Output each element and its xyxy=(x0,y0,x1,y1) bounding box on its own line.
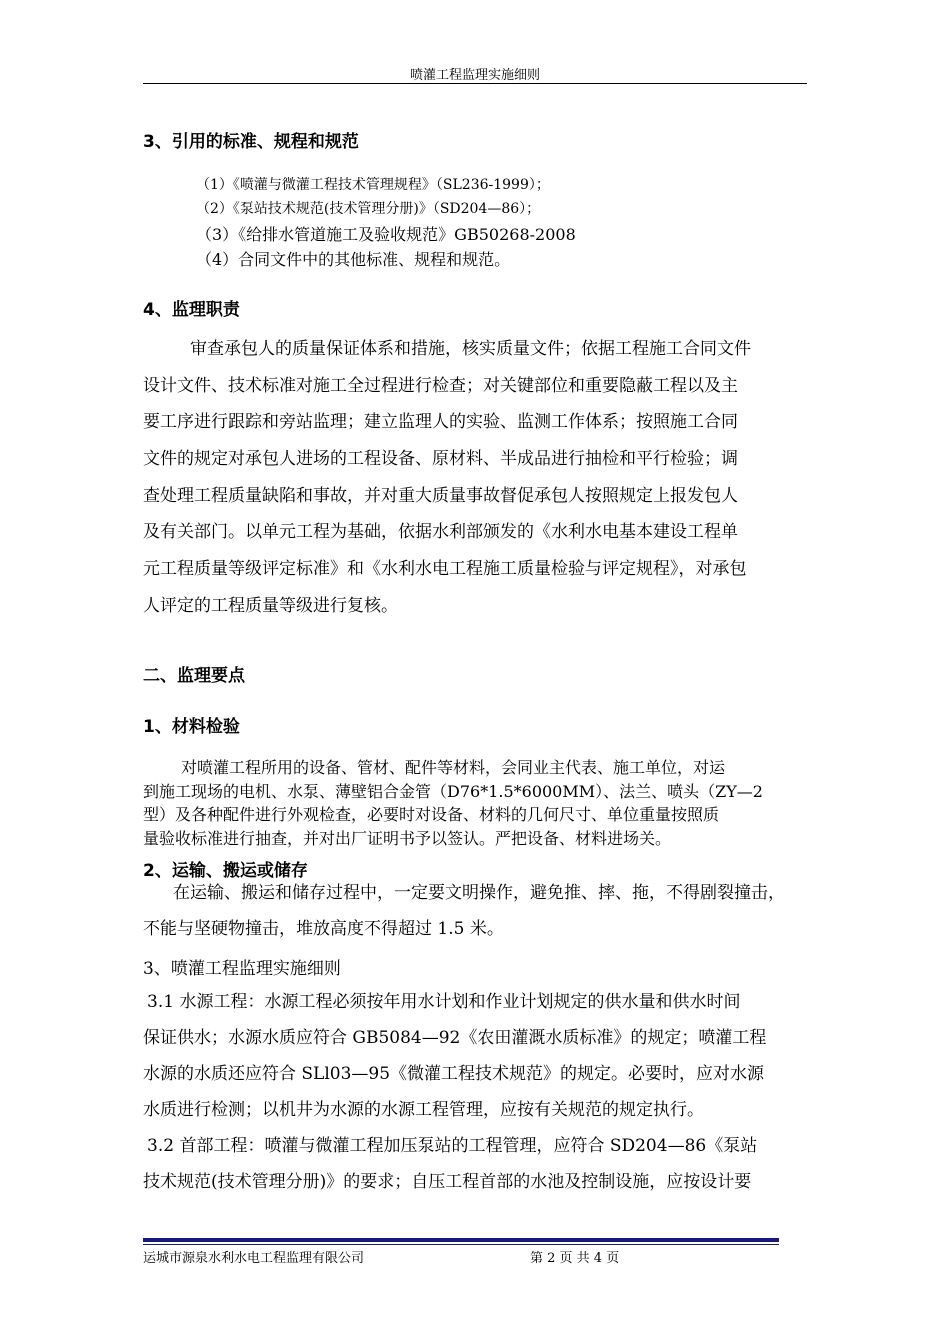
paragraph-line: 设计文件、技术标准对施工全过程进行检查；对关键部位和重要隐蔽工程以及主 xyxy=(143,375,738,396)
water-source-paragraph xyxy=(143,984,813,1200)
paragraph-line: 水质进行检测；以机井为水源的水源工程管理，应按有关规范的规定执行。 xyxy=(143,1100,704,1120)
reference-item: （3）《给排水管道施工及验收规范》GB50268-2008 xyxy=(196,225,576,244)
paragraph-line: 到施工现场的电机、水泵、薄壁铝合金管（D76*1.5*6000MM）、法兰、喷头（ZY—2 xyxy=(143,781,763,801)
paragraph-line: 在运输、搬运和储存过程中，一定要文明操作，避免推、摔、拖，不得剧裂撞击， xyxy=(173,883,785,903)
paragraph-line: 元工程质量等级评定标准》和《水利水电工程施工质量检验与评定规程》，对承包 xyxy=(143,559,747,580)
paragraph-line: 对喷灌工程所用的设备、管材、配件等材料，会同业主代表、施工单位，对运 xyxy=(181,758,726,777)
part-heading-key-points: 二、监理要点 xyxy=(143,666,245,686)
paragraph-line: 要工序进行跟踪和旁站监理；建立监理人的实验、监测工作体系；按照施工合同 xyxy=(143,412,738,433)
reference-item: （4）合同文件中的其他标准、规程和规范。 xyxy=(196,250,511,269)
section-heading-standards: 3、引用的标准、规程和规范 xyxy=(143,132,359,152)
paragraph-line: 水源的水质还应符合 SLl03—95《微灌工程技术规范》的规定。必要时，应对水源 xyxy=(143,1064,765,1084)
paragraph-line: 审查承包人的质量保证体系和措施，核实质量文件；依据工程施工合同文件 xyxy=(190,339,751,359)
reference-item: （1）《喷灌与微灌工程技术管理规程》（SL236-1999）； xyxy=(196,177,550,193)
item-heading-material-inspection: 1、材料检验 xyxy=(143,717,240,737)
material-inspection-paragraph xyxy=(143,756,813,850)
paragraph-line: 技术规范(技术管理分册)》的要求；自压工程首部的水池及控制设施，应按设计要 xyxy=(143,1172,752,1192)
duties-paragraph xyxy=(143,331,813,625)
header-divider xyxy=(143,83,807,84)
paragraph-line: 不能与坚硬物撞击，堆放高度不得超过 1.5 米。 xyxy=(143,919,504,939)
footer-page-number: 第 2 页 共 4 页 xyxy=(530,1251,620,1266)
paragraph-line: 文件的规定对承包人进场的工程设备、原材料、半成品进行抽检和平行检验；调 xyxy=(143,449,738,470)
reference-item: （2）《泵站技术规范(技术管理分册)》（SD204—86）； xyxy=(196,201,541,217)
item-heading-sprinkler-details: 3、喷灌工程监理实施细则 xyxy=(143,959,341,979)
paragraph-line: 保证供水；水源水质应符合 GB5084—92《农田灌溉水质标准》的规定；喷灌工程 xyxy=(143,1028,767,1048)
transport-paragraph xyxy=(143,875,813,947)
paragraph-line: 及有关部门。以单元工程为基础，依据水利部颁发的《水利水电基本建设工程单 xyxy=(143,522,738,543)
paragraph-line: 人评定的工程质量等级进行复核。 xyxy=(143,595,398,616)
paragraph-line: 3.2 首部工程：喷灌与微灌工程加压泵站的工程管理，应符合 SD204—86《泵站 xyxy=(147,1136,758,1156)
paragraph-line: 量验收标准进行抽查，并对出厂证明书予以签认。严把设备、材料进场关。 xyxy=(143,828,672,848)
paragraph-line: 3.1 水源工程：水源工程必须按年用水计划和作业计划规定的供水量和供水时间 xyxy=(147,992,741,1012)
section-heading-duties: 4、监理职责 xyxy=(143,300,240,320)
paragraph-line: 型）及各种配件进行外观检查，必要时对设备、材料的几何尺寸、单位重量按照质 xyxy=(143,805,720,824)
item-heading-transport-storage: 2、运输、搬运或储存 xyxy=(143,861,308,881)
footer-company-name: 运城市源泉水利水电工程监理有限公司 xyxy=(143,1251,365,1266)
footer-divider-thin xyxy=(143,1244,779,1245)
page-header-title: 喷灌工程监理实施细则 xyxy=(409,68,540,83)
footer-divider-thick xyxy=(143,1238,779,1242)
paragraph-line: 查处理工程质量缺陷和事故，并对重大质量事故督促承包人按照规定上报发包人 xyxy=(143,485,738,506)
